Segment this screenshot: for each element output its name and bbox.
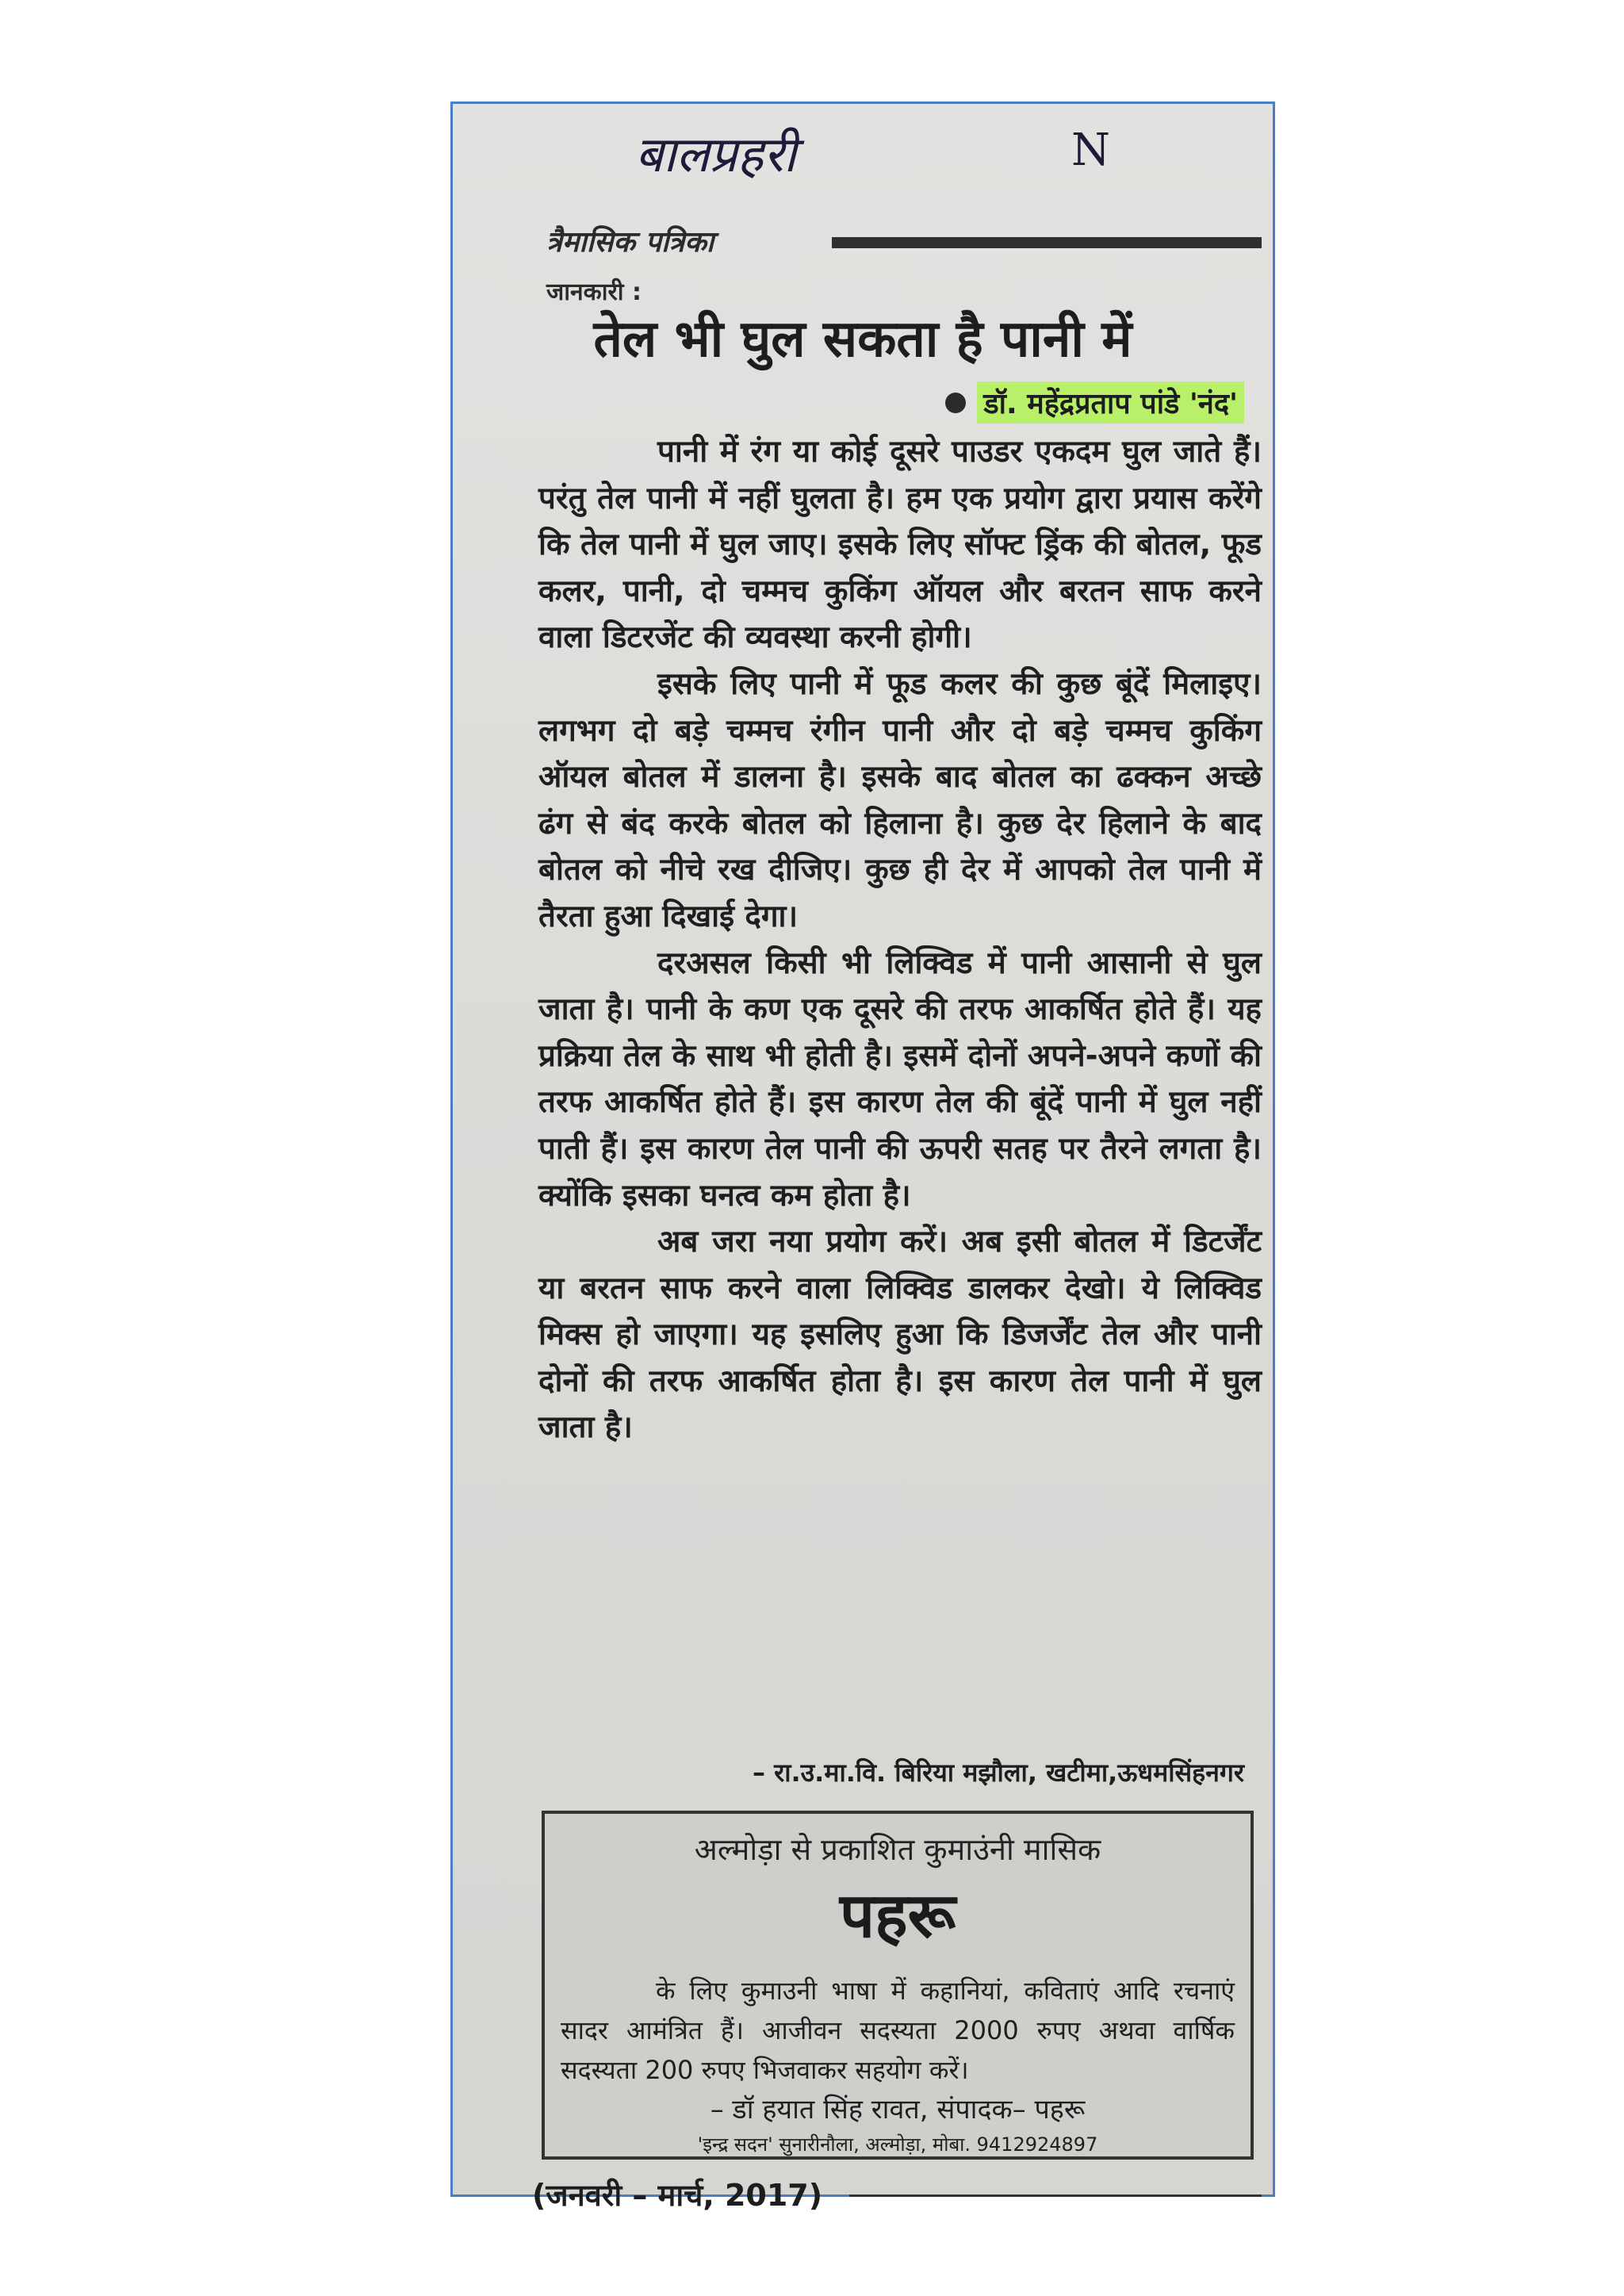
author-byline: डॉ. महेंद्रप्रताप पांडे 'नंद' — [977, 381, 1244, 424]
handwritten-mark: N — [1071, 125, 1110, 176]
ad-address: 'इन्द्र सदन' सुनारीनौला, अल्मोड़ा, मोबा. 9412924897 — [697, 2133, 1098, 2156]
article-title: तेल भी घुल सकता है पानी में — [593, 310, 1132, 369]
paragraph: दरअसल किसी भी लिक्विड में पानी आसानी से घुल जाता है। पानी के कण एक दूसरे की तरफ आकर्षित होते हैं। यह प्रक्रिया तेल के साथ भी होती है। इसमें दोनों अपने-अपने कणों की तरफ आकर्षित होते हैं। इस कारण तेल की बूंदें पानी में घुल नहीं पाती हैं। इस कारण तेल पानी की ऊपरी सतह पर तैरने लगता है। क्योंकि इसका घनत्व कम होता है। — [538, 945, 1262, 1213]
section-label: जानकारी : — [546, 278, 642, 306]
ad-signoff: – डॉ हयात सिंह रावत, संपादक– पहरू — [710, 2094, 1086, 2125]
header-rule — [832, 237, 1262, 248]
newspaper-clipping — [450, 102, 1275, 2213]
bullet-icon — [945, 393, 966, 413]
footer-rule — [849, 2194, 1262, 2197]
issue-date: (जनवरी – मार्च, 2017) — [532, 2178, 823, 2213]
paragraph: इसके लिए पानी में फूड कलर की कुछ बूंदें मिलाइए। लगभग दो बड़े चम्मच रंगीन पानी और दो बड़े चम्मच कुकिंग ऑयल बोतल में डालना है। इसके बाद बोतल का ढक्कन अच्छे ढंग से बंद करके बोतल को हिलाना है। कुछ देर हिलाने के बाद बोतल को नीचे रख दीजिए। कुछ ही देर में आपको तेल पानी में तैरता हुआ दिखाई देगा। — [538, 665, 1262, 934]
school-attribution: – रा.उ.मा.वि. बिरिया मझौला, खटीमा,ऊधमसिंहनगर — [752, 1757, 1244, 1788]
advertisement-box — [542, 1811, 1254, 2160]
ad-body: के लिए कुमाउनी भाषा में कहानियां, कविताएं आदि रचनाएं सादर आमंत्रित हैं। आजीवन सदस्यता 2000 रुपए अथवा वार्षिक सदस्यता 200 रुपए भिजवाकर सहयोग करें। — [561, 1976, 1235, 2085]
paragraph: पानी में रंग या कोई दूसरे पाउडर एकदम घुल जाते हैं। परंतु तेल पानी में नहीं घुलता है। हम एक प्रयोग द्वारा प्रयास करेंगे कि तेल पानी में घुल जाए। इसके लिए सॉफ्ट ड्रिंक की बोतल, फूड कलर, पानी, दो चम्मच कुकिंग ऑयल और बरतन साफ करने वाला डिटरजेंट की व्यवस्था करनी होगी। — [538, 434, 1262, 656]
byline-row — [945, 381, 1244, 424]
handwritten-title: बालप्रहरी — [635, 125, 797, 183]
publication-header — [546, 221, 1262, 269]
paragraph: अब जरा नया प्रयोग करें। अब इसी बोतल में डिटर्जेंट या बरतन साफ करने वाला लिक्विड डालकर देखो। ये लिक्विड मिक्स हो जाएगा। यह इसलिए हुआ कि डिजर्जेंट तेल और पानी दोनों की तरफ आकर्षित होता है। इस कारण तेल पानी में घुल जाता है। — [538, 1224, 1262, 1446]
footer — [532, 2174, 1262, 2217]
ad-magazine-name: पहरू — [839, 1880, 956, 1952]
ad-heading: अल्मोड़ा से प्रकाशित कुमाउंनी मासिक — [694, 1832, 1101, 1867]
article-body — [538, 429, 1262, 1451]
publication-label: त्रैमासिक पत्रिका — [546, 226, 714, 259]
